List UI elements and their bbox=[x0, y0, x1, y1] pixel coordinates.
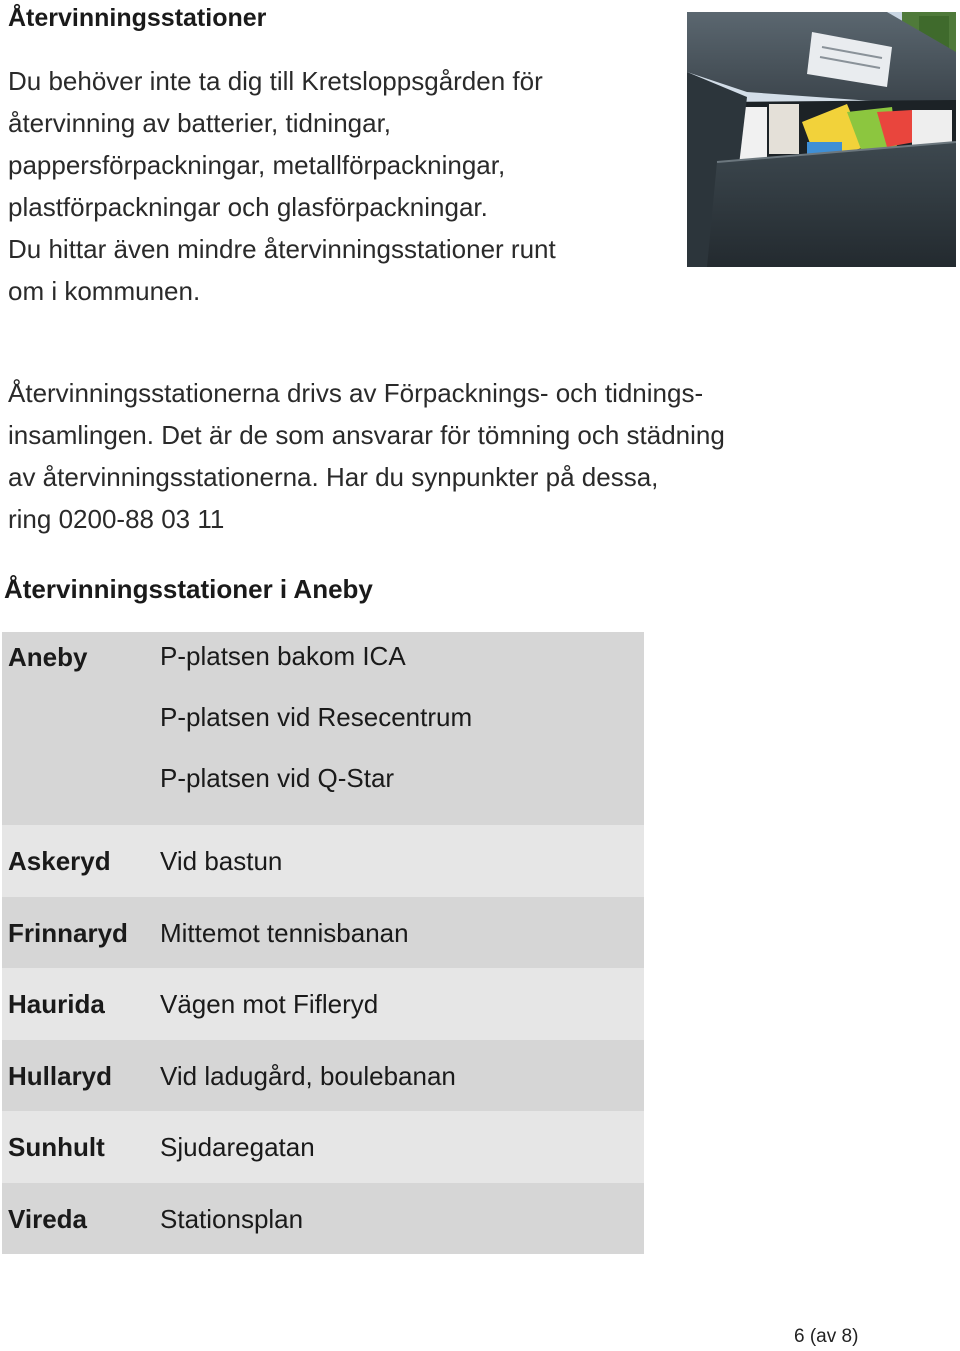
table-row bbox=[2, 1111, 644, 1183]
intro-line: plastförpackningar och glasförpackningar. bbox=[8, 192, 488, 222]
station-place: Askeryd bbox=[8, 846, 111, 876]
station-location: Sjudaregatan bbox=[160, 1132, 315, 1162]
station-place: Haurida bbox=[8, 989, 105, 1019]
intro-line: Du hittar även mindre återvinningsstationer runt bbox=[8, 234, 556, 264]
table-row bbox=[2, 632, 644, 825]
station-place: Vireda bbox=[8, 1203, 88, 1234]
station-location: P-platsen vid Resecentrum bbox=[160, 702, 473, 732]
intro-line: Du behöver inte ta dig till Kretsloppsgården för bbox=[8, 66, 543, 96]
intro-paragraph bbox=[8, 60, 668, 312]
station-location: Vid bastun bbox=[160, 846, 283, 876]
station-locations bbox=[160, 632, 644, 825]
page-number: 6 (av 8) bbox=[794, 1326, 859, 1347]
table-row bbox=[2, 1183, 644, 1255]
station-place: Hullaryd bbox=[8, 1060, 113, 1091]
station-place: Frinnaryd bbox=[8, 917, 128, 948]
station-location: Stationsplan bbox=[160, 1203, 304, 1234]
station-place: Sunhult bbox=[8, 1132, 105, 1162]
station-location: P-platsen bakom ICA bbox=[160, 641, 406, 671]
intro-line: om i kommunen. bbox=[8, 276, 201, 306]
stations-table bbox=[2, 632, 644, 1254]
info-line: Återvinningsstationerna drivs av Förpacknings- och tidnings- bbox=[8, 378, 704, 408]
table-row bbox=[2, 825, 644, 897]
station-location: P-platsen vid Q-Star bbox=[160, 763, 395, 793]
table-row bbox=[2, 1040, 644, 1112]
table-row bbox=[2, 897, 644, 969]
page-title: Återvinningsstationer bbox=[8, 4, 267, 32]
station-location: Vägen mot Fifleryd bbox=[160, 989, 379, 1019]
info-line: av återvinningsstationerna. Har du synpunkter på dessa, bbox=[8, 462, 659, 492]
operator-info-paragraph bbox=[8, 372, 808, 540]
intro-line: återvinning av batterier, tidningar, bbox=[8, 108, 392, 138]
recycling-container-photo bbox=[687, 12, 956, 267]
info-line: insamlingen. Det är de som ansvarar för tömning och städning bbox=[8, 420, 725, 450]
table-row bbox=[2, 968, 644, 1040]
stations-heading: Återvinningsstationer i Aneby bbox=[4, 574, 373, 604]
station-location: Mittemot tennisbanan bbox=[160, 917, 409, 948]
info-line: ring 0200-88 03 11 bbox=[8, 504, 225, 534]
station-place: Aneby bbox=[8, 642, 88, 672]
intro-line: pappersförpackningar, metallförpackningar, bbox=[8, 150, 506, 180]
station-location: Vid ladugård, boulebanan bbox=[160, 1060, 456, 1091]
